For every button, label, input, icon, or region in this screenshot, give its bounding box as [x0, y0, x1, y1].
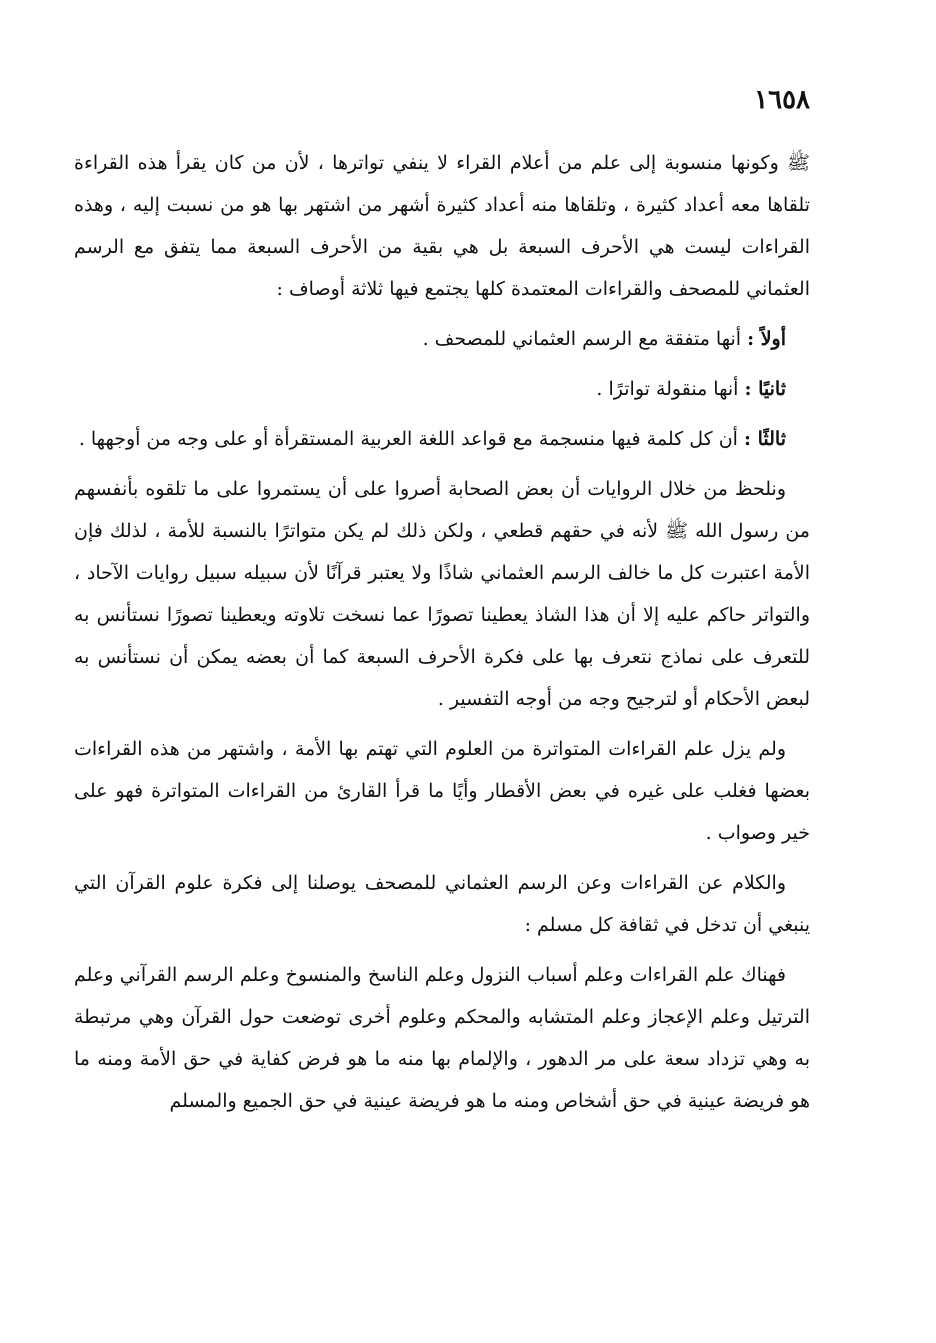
list-item-label: ثانيًا : — [744, 378, 786, 400]
list-item-label: ثالثًا : — [743, 428, 786, 450]
list-item-text: أن كل كلمة فيها منسجمة مع قواعد اللغة العربية المستقرأة أو على وجه من أوجهها . — [78, 428, 744, 450]
paragraph-mutawatir: ولم يزل علم القراءات المتواترة من العلوم التي تهتم بها الأمة ، واشتهر من هذه القراءات بعضها فغلب على غيره في بعض الأقطار وأيًا ما قرأ القارئ من القراءات المتواترة فهو على خير وصواب . — [74, 738, 810, 844]
paragraph-sciences-list: فهناك علم القراءات وعلم أسباب النزول وعلم الناسخ والمنسوخ وعلم الرسم القرآني وعلم الترتيل وعلم الإعجاز وعلم المتشابه والمحكم وعلوم أخرى توضعت حول القرآن وهي مرتبطة به وهي تزداد سعة على مر الدهور ، والإلمام بها منه ما هو فرض كفاية في حق الأمة ومنه ما هو فريضة عينية في حق أشخاص ومنه ما هو فريضة عينية في حق الجميع والمسلم — [74, 964, 810, 1112]
page-number: ١٦٥٨ — [754, 85, 810, 115]
list-item-third — [74, 418, 810, 460]
document-page — [74, 78, 810, 1318]
list-item-label: أولاً : — [747, 328, 786, 350]
list-item-text: أنها متفقة مع الرسم العثماني للمصحف . — [422, 328, 748, 350]
paragraph-companions: ونلحظ من خلال الروايات أن بعض الصحابة أصروا على أن يستمروا على ما تلقوه بأنفسهم من رسول الله ﷺ لأنه في حقهم قطعي ، ولكن ذلك لم يكن متواترًا بالنسبة للأمة ، لذلك فإن الأمة اعتبرت كل ما خالف الرسم العثماني شاذًا ولا يعتبر قرآنًا لأن سبيله سبيل روايات الآحاد ، والتواتر حاكم عليه إلا أن هذا الشاذ يعطينا تصورًا عما نسخت تلاوته ويعطينا تصورًا نستأنس به للتعرف على نماذج نتعرف بها على فكرة الأحرف السبعة كما أن بعضه يمكن أن نستأنس به لبعض الأحكام أو لترجيح وجه من أوجه التفسير . — [74, 478, 810, 710]
list-item-second — [74, 368, 810, 410]
paragraph-quran-sciences: والكلام عن القراءات وعن الرسم العثماني للمصحف يوصلنا إلى فكرة علوم القرآن التي ينبغي أن تدخل في ثقافة كل مسلم : — [74, 872, 810, 936]
list-item-text: أنها منقولة تواترًا . — [596, 378, 745, 400]
paragraph-intro: ﷺ وكونها منسوبة إلى علم من أعلام القراء لا ينفي تواترها ، لأن من كان يقرأ هذه القراءة تلقاها معه أعداد كثيرة ، وتلقاها منه أعداد كثيرة أشهر من اشتهر بها هو من نسبت إليه ، وهذه القراءات ليست هي الأحرف السبعة بل هي بقية من الأحرف السبعة مما يتفق مع الرسم العثماني للمصحف والقراءات المعتمدة كلها يجتمع فيها ثلاثة أوصاف : — [74, 152, 810, 300]
body-text — [74, 142, 810, 1130]
list-item-first — [74, 318, 810, 360]
